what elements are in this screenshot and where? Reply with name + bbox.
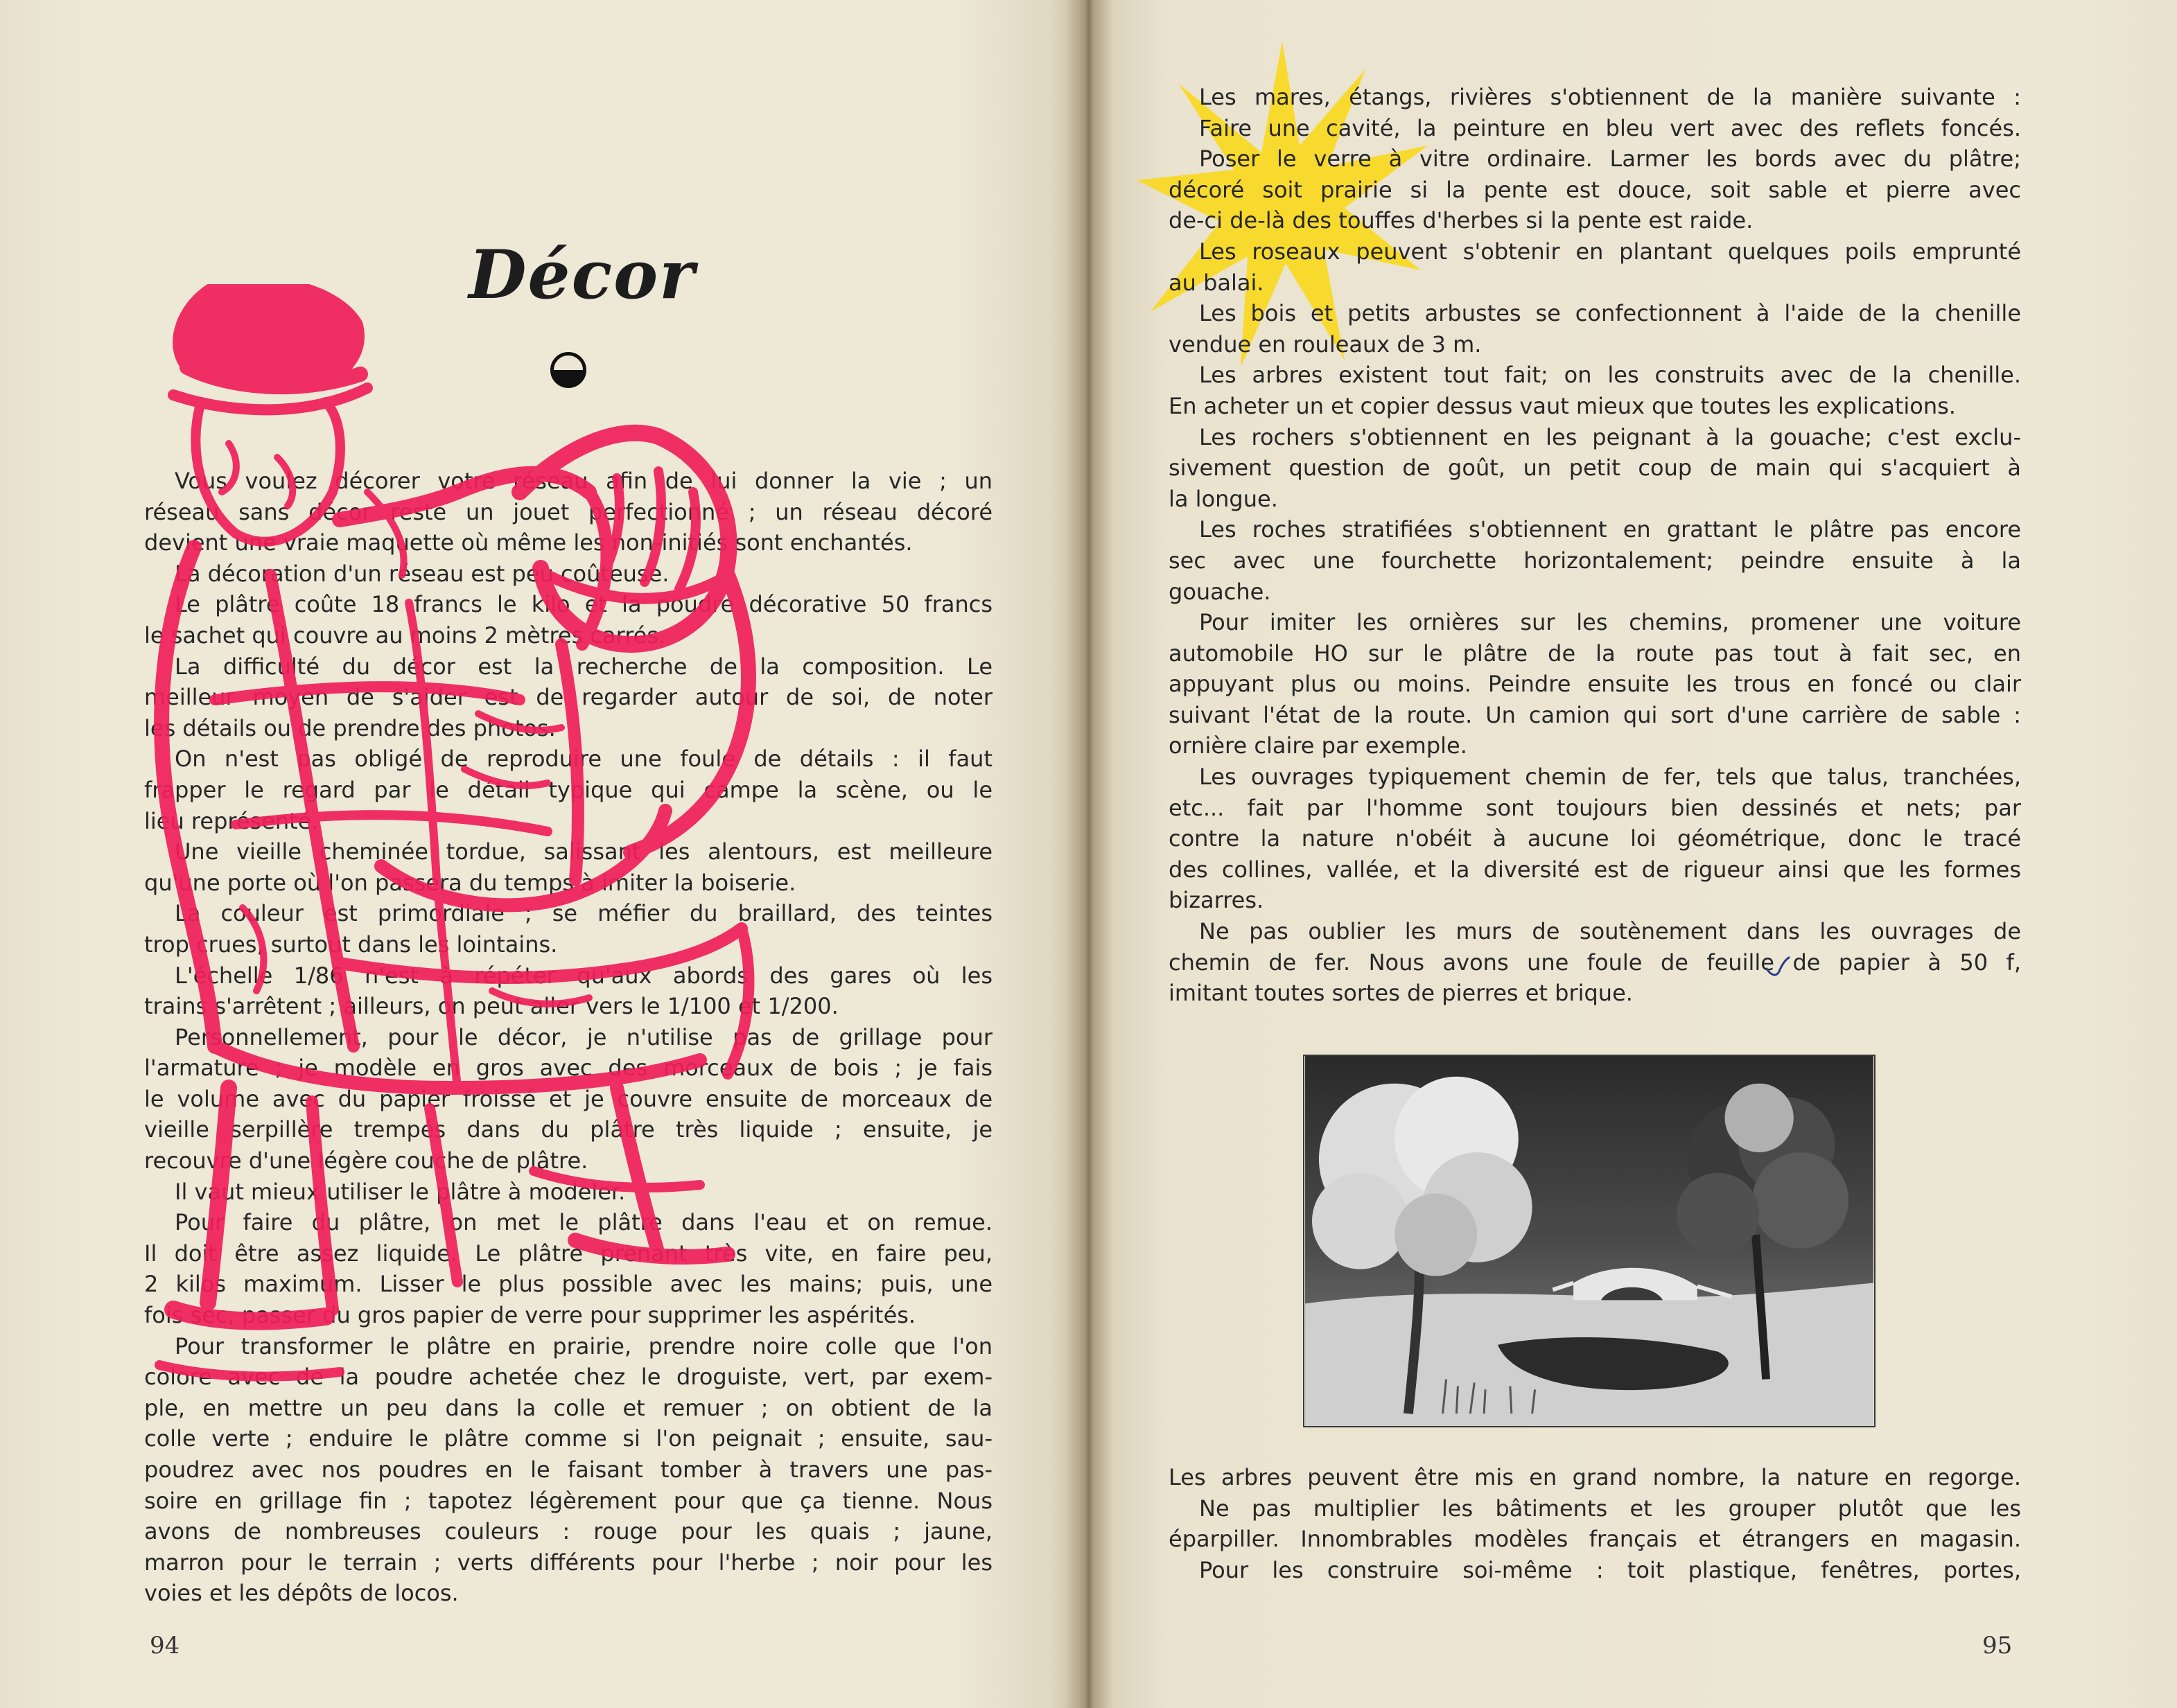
text-line: On n'est pas obligé de reproduire une foule de détails : il faut: [175, 746, 993, 773]
text-line: colle verte ; enduire le plâtre comme si l'on peignait ; ensuite, sau-: [144, 1425, 993, 1452]
text-line: Les arbres peuvent être mis en grand nombre, la nature en regorge.: [1169, 1464, 2021, 1490]
text-line: colore avec de la poudre achetée chez le droguiste, vert, par exem-: [144, 1364, 993, 1391]
text-line: trop crues, surtout dans les lointains.: [144, 931, 558, 958]
winter-landscape-photo: [1303, 1055, 1876, 1427]
text-line: des collines, vallée, et la diversité est de rigueur ainsi que les formes: [1169, 856, 2021, 883]
text-line: voies et les dépôts de locos.: [144, 1580, 459, 1607]
text-line: Pour les construire soi-même : toit plastique, fenêtres, portes,: [1199, 1556, 2021, 1583]
text-line: Les mares, étangs, rivières s'obtiennent de la manière suivante :: [1199, 84, 2021, 110]
text-line: Faire une cavité, la peinture en bleu vert avec des reflets foncés.: [1199, 114, 2021, 141]
text-line: Il vaut mieux utiliser le plâtre à modeler.: [175, 1178, 626, 1205]
text-line: Poser le verre à vitre ordinaire. Larmer les bords avec du plâtre;: [1199, 146, 2021, 173]
text-line: Les roches stratifiées s'obtiennent en grattant le plâtre pas encore: [1199, 516, 2021, 543]
text-line: qu'une porte où l'on passera du temps à imiter la boiserie.: [144, 869, 796, 896]
text-line: avons de nombreuses couleurs : rouge pour les quais ; jaune,: [144, 1518, 993, 1545]
text-line: suivant l'état de la route. Un camion qui sort d'une carrière de sable :: [1169, 701, 2021, 728]
text-line: marron pour le terrain ; verts différents pour l'herbe ; noir pour les: [144, 1549, 993, 1576]
text-line: Ne pas oublier les murs de soutènement dans les ouvrages de: [1199, 918, 2021, 945]
text-line: poudrez avec nos poudres en le faisant tomber à travers une pas-: [144, 1456, 993, 1483]
text-line: le volume avec du papier froissé et je couvre ensuite de morceaux de: [144, 1085, 993, 1112]
text-line: sivement question de goût, un petit coup de main qui s'acquiert à: [1169, 455, 2021, 482]
text-line: Les ouvrages typiquement chemin de fer, tels que talus, tranchées,: [1199, 764, 2021, 791]
text-line: soire en grillage fin ; tapotez légèrement pour que ça tienne. Nous: [144, 1487, 993, 1514]
text-line: chemin de fer. Nous avons une foule de feuille de papier à 50 f,: [1169, 949, 2021, 976]
text-line: Pour imiter les ornières sur les chemins, promener une voiture: [1199, 609, 2021, 636]
text-line: contre la nature n'obéit à aucune loi géométrique, donc le tracé: [1169, 825, 2021, 852]
text-line: Ne pas multiplier les bâtiments et les grouper plutôt que les: [1199, 1495, 2021, 1522]
text-line: Personnellement, pour le décor, je n'utilise pas de grillage pour: [175, 1023, 993, 1050]
text-line: ornière claire par exemple.: [1169, 732, 1467, 759]
text-line: vendue en rouleaux de 3 m.: [1169, 331, 1482, 358]
text-line: Il doit être assez liquide. Le plâtre prenant très vite, en faire peu,: [144, 1240, 993, 1267]
text-line: recouvre d'une légère couche de plâtre.: [144, 1147, 588, 1174]
text-line: sec avec une fourchette horizontalement; peindre ensuite à la: [1169, 547, 2021, 574]
text-line: les détails ou de prendre des photos.: [144, 714, 556, 741]
book-gutter: [1065, 0, 1113, 1708]
text-line: vieille serpillère trempés dans du plâtre très liquide ; ensuite, je: [144, 1116, 993, 1143]
text-line: gouache.: [1169, 578, 1271, 605]
text-line: l'armature ; je modèle en gros avec des morceaux de bois ; je fais: [144, 1055, 993, 1082]
text-line: appuyant plus ou moins. Peindre ensuite les trous en foncé ou clair: [1169, 671, 2021, 698]
text-line: Les arbres existent tout fait; on les construits avec de la chenille.: [1199, 362, 2021, 389]
text-line: devient une vraie maquette où même les non-initiés sont enchantés.: [144, 529, 913, 556]
page-number-right: 95: [1982, 1632, 2013, 1659]
text-line: Les bois et petits arbustes se confectionnent à l'aide de la chenille: [1199, 300, 2021, 327]
text-line: Vous voulez décorer votre réseau afin de lui donner la vie ; un: [175, 468, 993, 494]
text-line: Le plâtre coûte 18 francs le kilo et la poudre décorative 50 francs: [175, 591, 993, 618]
left-page: [0, 0, 1081, 1708]
text-line: trains s'arrêtent ; ailleurs, on peut aller vers le 1/100 et 1/200.: [144, 993, 839, 1020]
text-line: éparpiller. Innombrables modèles français et étrangers en magasin.: [1169, 1526, 2021, 1553]
text-line: la longue.: [1169, 485, 1278, 512]
right-page: [1081, 0, 2177, 1708]
text-line: lieu représenté.: [144, 807, 319, 834]
text-line: La décoration d'un réseau est peu coûteuse.: [175, 560, 670, 587]
text-line: automobile HO sur le plâtre de la route pas tout à fait sec, en: [1169, 640, 2021, 667]
right-text-column: [1169, 82, 2021, 1009]
text-line: imitant toutes sortes de pierres et brique.: [1169, 980, 1633, 1007]
text-line: Les rochers s'obtiennent en les peignant à la gouache; c'est exclu-: [1199, 423, 2021, 450]
page-number-left: 94: [150, 1632, 180, 1659]
text-line: meilleur moyen de s'aider est de regarder autour de soi, de noter: [144, 684, 993, 711]
pen-mark-icon: [1764, 955, 1792, 980]
text-line: En acheter un et copier dessus vaut mieux que toutes les explications.: [1169, 392, 1956, 419]
text-line: La couleur est primordiale ; se méfier du braillard, des teintes: [175, 900, 993, 927]
text-line: Une vieille cheminée tordue, salissant les alentours, est meilleure: [175, 838, 993, 865]
text-line: Pour faire du plâtre, on met le plâtre dans l'eau et on remue.: [175, 1209, 993, 1236]
text-line: Les roseaux peuvent s'obtenir en plantant quelques poils emprunté: [1199, 238, 2021, 265]
text-line: au balai.: [1169, 269, 1264, 296]
text-line: fois sec, passer du gros papier de verre pour supprimer les aspérités.: [144, 1302, 916, 1329]
text-line: Pour transformer le plâtre en prairie, prendre noire colle que l'on: [175, 1332, 993, 1359]
text-line: bizarres.: [1169, 887, 1264, 914]
text-line: le sachet qui couvre au moins 2 mètres carrés.: [144, 622, 666, 649]
page-title: Décor: [469, 236, 696, 314]
text-line: ple, en mettre un peu dans la colle et remuer ; on obtient de la: [144, 1394, 993, 1421]
text-line: réseau sans décor reste un jouet perfectionné ; un réseau décoré: [144, 498, 993, 525]
text-line: décoré soit prairie si la pente est douce, soit sable et pierre avec: [1169, 176, 2021, 203]
text-line: La difficulté du décor est la recherche de la composition. Le: [175, 653, 993, 680]
text-line: de-ci de-là des touffes d'herbes si la pente est raide.: [1169, 207, 1754, 234]
text-line: frapper le regard par le détail typique qui campe la scène, ou le: [144, 776, 993, 803]
text-line: 2 kilos maximum. Lisser le plus possible avec les mains; puis, une: [144, 1271, 993, 1298]
right-text-column-bottom: [1169, 1462, 2021, 1585]
text-line: etc... fait par l'homme sont toujours bien dessinés et nets; par: [1169, 794, 2021, 821]
text-line: L'échelle 1/86 n'est à répéter qu'aux abords des gares où les: [175, 962, 993, 989]
red-figure-illustration: [132, 284, 1005, 1393]
